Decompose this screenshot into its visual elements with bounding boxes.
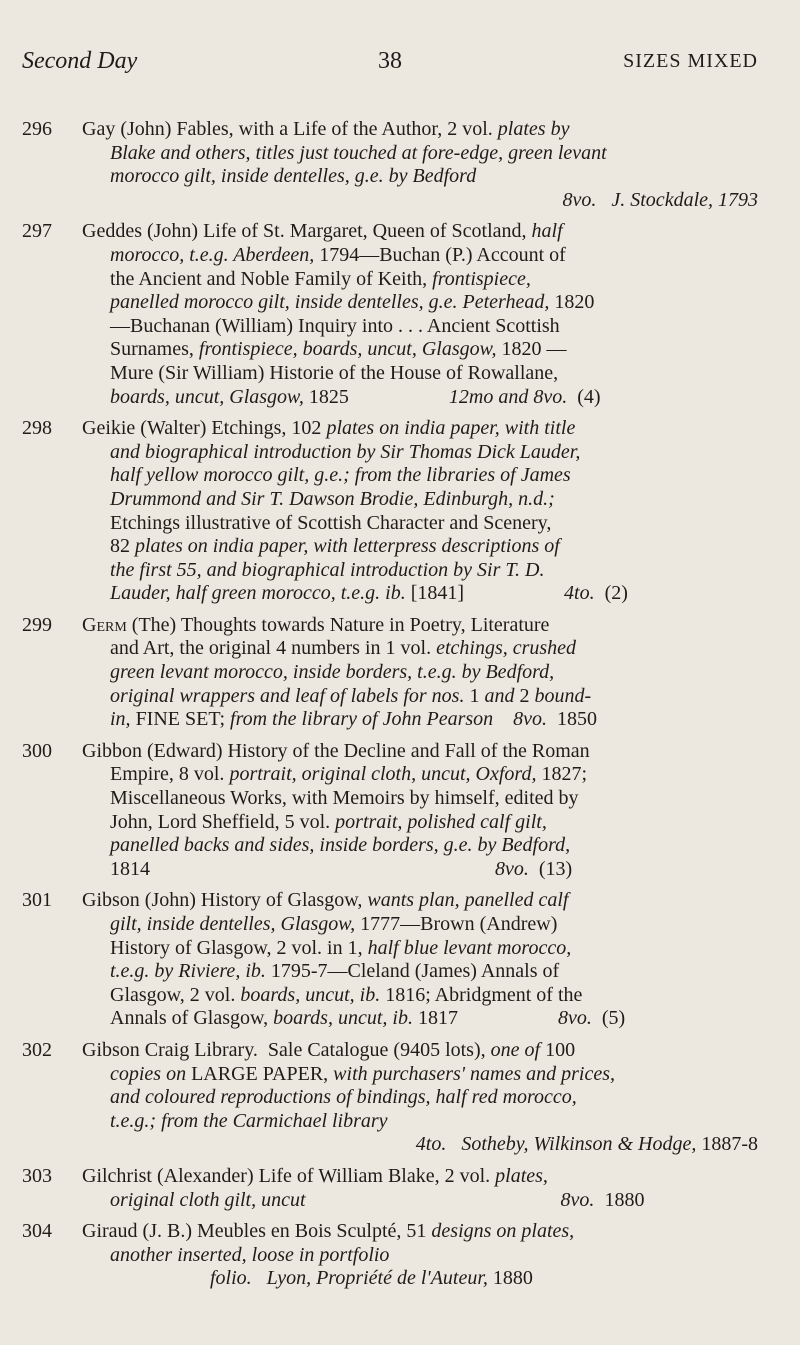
lot-description-line — [82, 559, 758, 583]
text-segment: and Art, the original 4 numbers in 1 vol. — [110, 637, 437, 660]
text-segment: Miscellaneous Works, with Memoirs by himself, edited by — [110, 787, 579, 810]
text-segment: LARGE PAPER, — [186, 1062, 334, 1085]
text-segment: half yellow morocco gilt, g.e.; from the libraries of James — [110, 464, 571, 487]
lot-number: 302 — [22, 1038, 52, 1061]
text-segment: Gay (John) Fables, with a Life of the Author, 2 vol. — [82, 118, 498, 140]
text-segment: and coloured reproductions of bindings, half red morocco, — [110, 1086, 577, 1109]
text-segment: Empire, 8 vol. — [110, 763, 230, 786]
lot-description-line — [82, 1039, 758, 1063]
lot-description-line — [82, 1086, 758, 1110]
lot-description-line — [82, 858, 758, 882]
lot-description-line — [82, 1220, 758, 1244]
lot-description-line — [82, 220, 758, 244]
text-segment: Glasgow, 2 vol. — [110, 983, 241, 1006]
lot-description-line — [82, 889, 758, 913]
text-segment: half — [531, 220, 563, 243]
text-segment: plates, — [495, 1164, 548, 1187]
text-segment: Geikie (Walter) Etchings, 102 — [82, 417, 327, 440]
lot-entry — [22, 1165, 758, 1212]
text-segment: Gibson Craig Library. Sale Catalogue (9405 lots), — [82, 1038, 491, 1061]
text-segment: Gilchrist (Alexander) Life of William Blake, 2 vol. — [82, 1164, 496, 1187]
text-segment: the first 55, and biographical introduction by Sir T. D. — [110, 558, 545, 581]
text-segment: (The) Thoughts towards Nature in Poetry, Literature — [126, 613, 550, 636]
lot-description-line — [82, 417, 758, 441]
text-segment: plates on india paper, with title — [326, 417, 576, 440]
text-segment: half blue levant morocco, — [367, 936, 572, 959]
text-segment: Giraud (J. B.) Meubles en Bois Sculpté, 51 — [82, 1220, 432, 1243]
lot-description-line — [82, 362, 758, 386]
lot-description-line — [82, 142, 758, 166]
lot-description-line — [82, 614, 758, 638]
lot-entry — [22, 1220, 758, 1291]
text-segment: and — [484, 684, 515, 707]
text-segment: Germ — [82, 613, 127, 636]
text-segment: 1816; Abridgment of the — [380, 983, 583, 1006]
lot-description-line — [82, 338, 758, 362]
text-segment: 1 — [464, 684, 485, 707]
lot-entry — [22, 118, 758, 212]
text-segment: portrait, polished calf gilt, — [335, 810, 547, 833]
lot-entry — [22, 889, 758, 1031]
text-segment: 1880 — [487, 1267, 533, 1290]
lot-description-line — [82, 708, 758, 732]
text-segment: 1794—Buchan (P.) Account of — [314, 243, 566, 266]
text-segment: portrait, original cloth, uncut, Oxford, — [229, 763, 537, 786]
text-segment: 4to. Sotheby, Wilkinson & Hodge, — [415, 1133, 697, 1156]
text-segment: gilt, inside dentelles, Glasgow, — [110, 913, 356, 935]
text-segment: another inserted, loose in portfolio — [110, 1243, 390, 1266]
lot-list — [22, 118, 758, 1291]
lot-number: 304 — [22, 1220, 52, 1243]
text-segment: 82 — [110, 535, 135, 558]
text-segment: John, Lord Sheffield, 5 vol. — [110, 810, 336, 833]
text-segment: panelled morocco gilt, inside dentelles, g.e. Peterhead, — [110, 291, 550, 314]
lot-description-line — [82, 811, 758, 835]
text-segment — [493, 708, 513, 730]
text-segment: folio. Lyon, Propriété de l'Auteur, — [110, 1267, 488, 1290]
text-segment: morocco gilt, inside dentelles, g.e. by Bedford — [110, 165, 477, 188]
lot-description-line — [82, 1007, 758, 1031]
lot-number: 301 — [22, 889, 52, 912]
text-segment: t.e.g.; from the Carmichael library — [110, 1109, 388, 1132]
text-segment: 1795-7—Cleland (James) Annals of — [265, 960, 560, 983]
text-segment: 8vo. — [495, 857, 529, 880]
text-segment: from the library of John Pearson — [230, 708, 494, 731]
lot-description-line — [82, 661, 758, 685]
lot-number: 299 — [22, 613, 52, 636]
lot-description-line — [82, 1244, 758, 1268]
text-segment: 1880 — [594, 1188, 645, 1211]
lot-description-line — [82, 787, 758, 811]
text-segment: History of Glasgow, 2 vol. in 1, — [110, 936, 368, 959]
lot-entry — [22, 220, 758, 409]
text-segment: t.e.g. by Riviere, ib. — [110, 960, 266, 983]
text-segment: boards, uncut, ib. — [273, 1007, 413, 1030]
lot-description-line — [82, 315, 758, 339]
lot-description-line — [82, 1063, 758, 1087]
text-segment: plates on india paper, with letterpress descriptions of — [135, 535, 560, 558]
text-segment: Drummond and Sir T. Dawson Brodie, Edinburgh, n.d.; — [110, 487, 555, 510]
text-segment: Lauder, half green morocco, t.e.g. ib. — [110, 582, 406, 605]
text-segment: 2 — [514, 684, 535, 707]
text-segment: 1825 — [303, 385, 449, 408]
lot-description-line — [82, 582, 758, 606]
text-segment: 1850 — [547, 708, 598, 731]
lot-entry — [22, 740, 758, 882]
lot-description-line — [82, 488, 758, 512]
text-segment: Etchings illustrative of Scottish Character and Scenery, — [110, 511, 552, 534]
text-segment: 1887-8 — [696, 1133, 758, 1156]
text-segment: Geddes (John) Life of St. Margaret, Queen of Scotland, — [82, 220, 532, 243]
lot-description-line — [82, 535, 758, 559]
text-segment — [306, 1189, 561, 1211]
page-header — [22, 48, 758, 88]
text-segment: 8vo. — [557, 1007, 592, 1030]
lot-description-line — [82, 1133, 758, 1157]
text-segment: the Ancient and Noble Family of Keith, — [110, 267, 433, 290]
lot-description-line — [82, 464, 758, 488]
text-segment: 8vo. — [560, 1188, 595, 1211]
text-segment: 8vo. J. Stockdale, 1793 — [562, 188, 758, 211]
section-title: SIZES MIXED — [623, 50, 758, 72]
lot-description-line — [82, 189, 758, 213]
text-segment: etchings, crushed — [436, 637, 577, 660]
text-segment: 100 — [540, 1038, 576, 1061]
text-segment: Gibbon (Edward) History of the Decline and Fall of the Roman — [82, 739, 590, 762]
lot-number: 296 — [22, 118, 52, 140]
text-segment: green levant morocco, inside borders, t.e.g. by Bedford, — [110, 661, 555, 684]
lot-description-line — [82, 637, 758, 661]
lot-description-line — [82, 1110, 758, 1134]
lot-description-line — [82, 244, 758, 268]
lot-description-line — [82, 118, 758, 142]
text-segment: 8vo. — [513, 708, 548, 731]
text-segment: bound- — [534, 684, 592, 707]
lot-entry — [22, 1039, 758, 1157]
text-segment: (13) — [528, 857, 573, 880]
text-segment: plates by — [497, 118, 570, 140]
text-segment: boards, uncut, ib. — [240, 983, 381, 1006]
lot-description-line — [82, 1189, 758, 1213]
lot-description-line — [82, 291, 758, 315]
text-segment: Blake and others, titles just touched at fore-edge, green levant — [110, 141, 607, 164]
text-segment: 1814 — [110, 857, 495, 880]
lot-number: 298 — [22, 417, 52, 440]
lot-number: 300 — [22, 739, 52, 762]
text-segment: original cloth gilt, uncut — [110, 1188, 306, 1211]
lot-description-line — [82, 984, 758, 1008]
text-segment: (2) — [594, 582, 628, 605]
text-segment: Mure (Sir William) Historie of the House of Rowallane, — [110, 361, 559, 384]
text-segment: with purchasers' names and prices, — [333, 1062, 616, 1085]
text-segment: 4to. — [564, 582, 595, 605]
lot-description-line — [82, 386, 758, 410]
text-segment: in, — [110, 708, 131, 731]
text-segment: frontispiece, boards, uncut, Glasgow, — [198, 338, 497, 361]
text-segment: 1820 — [549, 291, 595, 314]
lot-description-line — [82, 960, 758, 984]
text-segment: 1827; — [536, 763, 588, 786]
text-segment: Annals of Glasgow, — [110, 1007, 274, 1030]
lot-description-line — [82, 763, 758, 787]
text-segment: Gibson (John) History of Glasgow, — [82, 889, 368, 912]
lot-description-line — [82, 512, 758, 536]
lot-description-line — [82, 441, 758, 465]
lot-entry — [22, 417, 758, 606]
lot-entry — [22, 614, 758, 732]
lot-description-line — [82, 165, 758, 189]
lot-number: 297 — [22, 220, 52, 243]
text-segment: wants plan, panelled calf — [367, 889, 569, 912]
page-number: 38 — [378, 48, 402, 74]
text-segment: 1777—Brown (Andrew) — [355, 913, 558, 935]
text-segment: and biographical introduction by Sir Thomas Dick Lauder, — [110, 440, 581, 463]
lot-description-line — [82, 740, 758, 764]
text-segment: panelled backs and sides, inside borders, g.e. by Bedford, — [110, 834, 571, 857]
text-segment: 1820 — — [496, 338, 567, 361]
lot-description-line — [82, 685, 758, 709]
lot-description-line — [82, 913, 758, 937]
text-segment: copies on — [110, 1062, 187, 1085]
running-head: Second Day — [22, 48, 138, 74]
lot-description-line — [82, 1267, 758, 1291]
lot-description-line — [82, 268, 758, 292]
lot-description-line — [82, 937, 758, 961]
text-segment: Surnames, — [110, 338, 199, 361]
text-segment: frontispiece, — [432, 267, 531, 290]
text-segment: 12mo and 8vo. — [448, 385, 568, 408]
text-segment: original wrappers and leaf of labels for nos. — [110, 684, 465, 707]
text-segment: (4) — [567, 385, 601, 408]
lot-description-line — [82, 1165, 758, 1189]
text-segment: (5) — [591, 1007, 626, 1030]
text-segment: 1817 — [412, 1007, 558, 1030]
text-segment: designs on plates, — [431, 1220, 575, 1243]
lot-description-line — [82, 834, 758, 858]
text-segment: morocco, t.e.g. Aberdeen, — [110, 243, 315, 266]
text-segment: [1841] — [405, 582, 565, 605]
text-segment: —Buchanan (William) Inquiry into . . . Ancient Scottish — [110, 314, 560, 337]
text-segment: boards, uncut, Glasgow, — [110, 385, 304, 408]
text-segment: FINE SET; — [130, 708, 231, 731]
text-segment: one of — [490, 1038, 541, 1061]
lot-number: 303 — [22, 1164, 52, 1187]
